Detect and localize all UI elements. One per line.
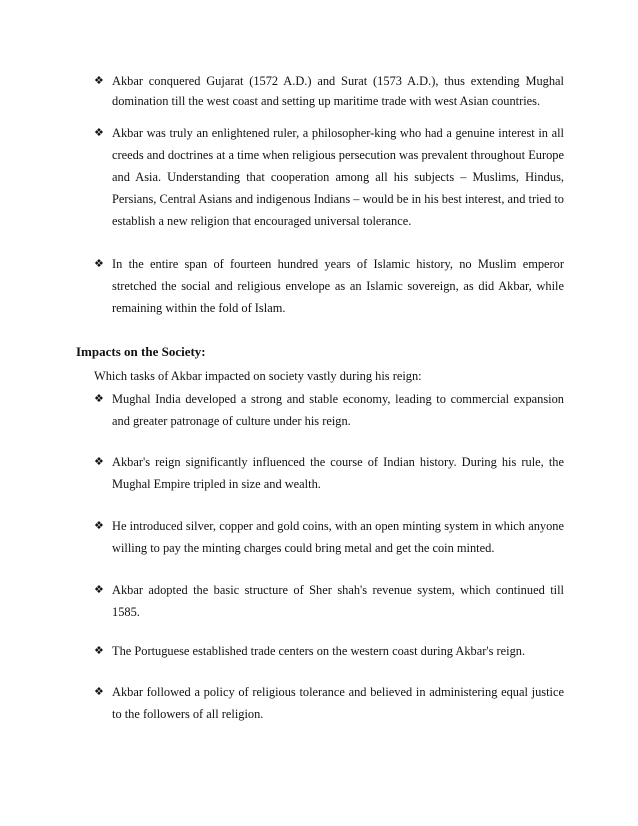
bullet-text: He introduced silver, copper and gold coins, with an open minting system in which anyone willing to pay the minting charges could bring metal and get the coin minted. bbox=[112, 519, 564, 555]
diamond-bullet-icon: ❖ bbox=[94, 74, 104, 87]
bullet-text: Akbar was truly an enlightened ruler, a philosopher-king who had a genuine interest in all creeds and doctrines at a time when religious persecution was prevalent throughout Europe and Asia. Understanding that cooperation among all his subjects – Muslims, Hindus, Persians, Central Asians and indigenous Indians – would be in his best interest, and tried to establish a new religion that encouraged universal tolerance. bbox=[112, 126, 564, 228]
diamond-bullet-icon: ❖ bbox=[94, 126, 104, 139]
bullet-item-empire-tripled bbox=[94, 451, 564, 495]
bullet-text: Akbar's reign significantly influenced the course of Indian history. During his rule, the Mughal Empire tripled in size and wealth. bbox=[112, 455, 564, 491]
bullet-text: The Portuguese established trade centers on the western coast during Akbar's reign. bbox=[112, 644, 526, 658]
diamond-bullet-icon: ❖ bbox=[94, 455, 104, 468]
bullet-item-religious-tolerance bbox=[94, 681, 564, 725]
diamond-bullet-icon: ❖ bbox=[94, 257, 104, 270]
bullet-item-gujarat bbox=[94, 71, 564, 111]
bullet-text: Akbar adopted the basic structure of Sher shah's revenue system, which continued till 1585. bbox=[112, 583, 564, 619]
bullet-item-coins bbox=[94, 515, 564, 559]
diamond-bullet-icon: ❖ bbox=[94, 583, 104, 596]
section-intro: Which tasks of Akbar impacted on society vastly during his reign: bbox=[94, 369, 422, 383]
diamond-bullet-icon: ❖ bbox=[94, 392, 104, 405]
bullet-item-revenue-system bbox=[94, 579, 564, 623]
bullet-item-economy bbox=[94, 388, 564, 432]
section-heading: Impacts on the Society: bbox=[76, 344, 206, 359]
bullet-item-islamic-history bbox=[94, 253, 564, 319]
diamond-bullet-icon: ❖ bbox=[94, 644, 104, 657]
bullet-text: Mughal India developed a strong and stable economy, leading to commercial expansion and greater patronage of culture under his reign. bbox=[112, 392, 564, 428]
diamond-bullet-icon: ❖ bbox=[94, 685, 104, 698]
diamond-bullet-icon: ❖ bbox=[94, 519, 104, 532]
bullet-item-enlightened-ruler bbox=[94, 122, 564, 232]
bullet-text: Akbar conquered Gujarat (1572 A.D.) and Surat (1573 A.D.), thus extending Mughal domination till the west coast and setting up maritime trade with west Asian countries. bbox=[112, 74, 564, 108]
bullet-text: Akbar followed a policy of religious tolerance and believed in administering equal justice to the followers of all religion. bbox=[112, 685, 564, 721]
bullet-text: In the entire span of fourteen hundred years of Islamic history, no Muslim emperor stretched the social and religious envelope as an Islamic sovereign, as did Akbar, while remaining within the fold of Islam. bbox=[112, 257, 564, 315]
bullet-item-portuguese bbox=[94, 640, 564, 662]
